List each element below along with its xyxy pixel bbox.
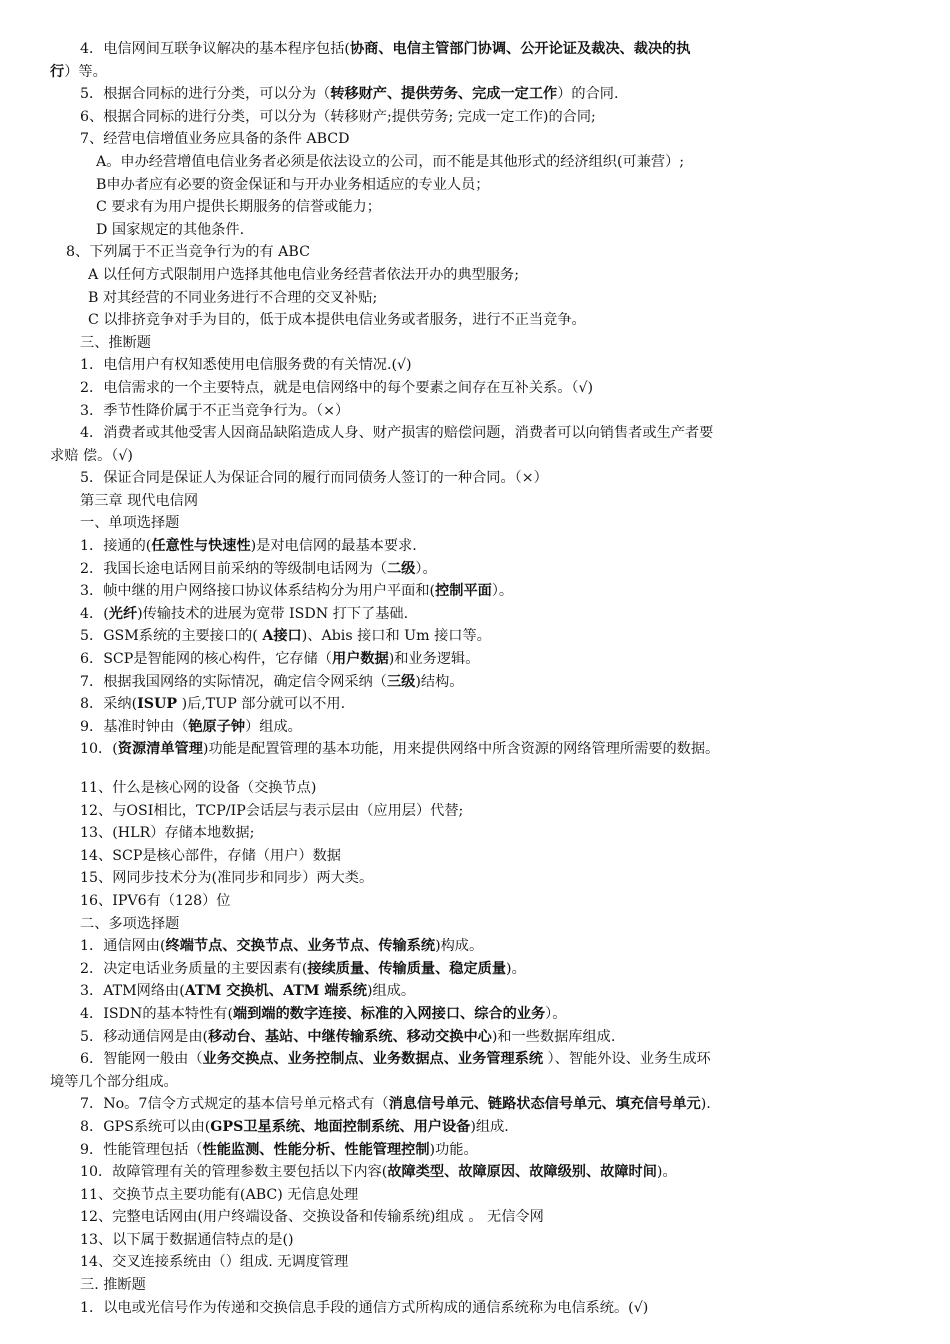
answer-text: 故障类型、故障原因、故障级别、故障时间 (387, 1164, 657, 1181)
line-text: ）组成。 (245, 718, 302, 735)
text-line (0, 535, 950, 558)
text-line (0, 913, 950, 936)
line-text: )组成。 (366, 983, 416, 1000)
answer-text: 行 (50, 63, 65, 80)
line-text: 5．移动通信网是由( (80, 1028, 209, 1045)
line-text: 13、(HLR）存储本地数据; (80, 825, 255, 842)
line-text: ）。 (545, 1005, 567, 1022)
line-text: 4．ISDN的基本特性有( (80, 1005, 233, 1022)
line-text: ）等。 (64, 63, 107, 80)
answer-text: ISUP (137, 696, 178, 713)
line-text: ）、智能外设、业务生成环 (543, 1051, 711, 1068)
line-text: )功能是配置管理的基本功能，用来提供网络中所含资源的网络管理所需要的数据。 (202, 741, 720, 758)
answer-text: 二级 (386, 560, 416, 577)
line-text: 10．故障管理有关的管理参数主要包括以下内容( (80, 1164, 388, 1181)
line-text: )。 (506, 960, 526, 977)
line-text: 7、经营电信增值业务应具备的条件 ABCD (80, 131, 350, 148)
line-text: 2．我国长途电话网目前采纳的等级制电话网为（ (80, 560, 387, 577)
line-text: 3．帧中继的用户网络接口协议体系结构分为用户平面和( (80, 583, 436, 600)
answer-text: 终端节点、交换节点、业务节点、传输系统 (165, 938, 436, 955)
line-text: D 国家规定的其他条件. (96, 221, 245, 238)
line-text: ). (700, 1096, 711, 1113)
text-line (0, 151, 950, 174)
answer-text: 性能监测、性能分析、性能管理控制 (202, 1141, 430, 1158)
text-line (0, 467, 950, 490)
text-line (0, 264, 950, 287)
blank-line (0, 761, 950, 777)
line-text: )构成。 (435, 938, 484, 955)
text-line (0, 106, 950, 129)
answer-text: 端到端的数字连接、标准的入网接口、综合的业务 (233, 1005, 546, 1022)
answer-text: 用户数据 (331, 651, 389, 668)
line-text: )和一些数据库组成. (491, 1028, 616, 1045)
text-line (0, 1116, 950, 1139)
line-text: 一、单项选择题 (80, 515, 180, 532)
text-line (0, 332, 950, 355)
line-text: 1．电信用户有权知悉使用电信服务费的有关情况.(√) (80, 357, 412, 374)
line-text: ）。 (415, 560, 437, 577)
text-line (0, 890, 950, 913)
text-line (0, 1093, 950, 1116)
line-text: 11、什么是核心网的设备（交换节点) (80, 780, 317, 796)
line-text: 三. 推断题 (80, 1277, 146, 1294)
text-line (0, 1139, 950, 1162)
line-text: )后,TUP 部分就可以不用. (177, 696, 346, 713)
line-text: 3．ATM网络由( (80, 983, 185, 1000)
line-text: 第三章 现代电信网 (80, 492, 199, 509)
text-line (0, 822, 950, 845)
answer-text: ATM 交换机、ATM 端系统 (184, 983, 367, 1000)
line-text: 15、网同步技术分为(准同步和同步）两大类。 (80, 870, 374, 887)
text-line (0, 716, 950, 739)
text-line (0, 980, 950, 1003)
line-text: 2．电信需求的一个主要特点，就是电信网络中的每个要素之间存在互补关系。（√) (80, 379, 594, 396)
text-line (0, 512, 950, 535)
text-line (0, 1026, 950, 1049)
line-text: 5．根据合同标的进行分类，可以分为（ (80, 86, 331, 103)
answer-text: A接口 (262, 628, 302, 645)
text-line (0, 1003, 950, 1026)
line-text: 13、以下属于数据通信特点的是() (80, 1231, 294, 1248)
line-text: 1．以电或光信号作为传递和交换信息手段的通信方式所构成的通信系统称为电信系统。(√) (80, 1299, 649, 1316)
line-text: 7．根据我国网络的实际情况，确定信令网采纳（ (80, 673, 387, 690)
text-line (0, 309, 950, 332)
line-text: 5．保证合同是保证人为保证合同的履行而同债务人签订的一种合同。（×） (80, 470, 548, 487)
text-line (0, 738, 950, 761)
answer-text: 接续质量、传输质量、稳定质量 (307, 960, 507, 977)
line-text: 7．No。7信令方式规定的基本信号单元格式有（ (80, 1096, 389, 1113)
text-line (0, 558, 950, 581)
line-text: )组成. (470, 1118, 509, 1135)
line-text: B 对其经营的不同业务进行不合理的交叉补贴; (88, 289, 378, 306)
line-text: ）。 (491, 583, 514, 600)
line-text: )结构。 (415, 673, 464, 690)
line-text: 11、交换节点主要功能有(ABC) 无信息处理 (80, 1186, 359, 1203)
line-text: )是对电信网的最基本要求. (250, 538, 417, 555)
line-text: 3．季节性降价属于不正当竞争行为。（×） (80, 402, 350, 419)
line-text: )传输技术的进展为宽带 ISDN 打下了基础. (137, 605, 409, 622)
line-text: C 以排挤竞争对手为目的，低于成本提供电信业务或者服务，进行不正当竞争。 (88, 312, 586, 329)
line-text: 6、根据合同标的进行分类，可以分为（转移财产;提供劳务; 完成一定工作)的合同; (80, 108, 596, 125)
text-line (0, 1161, 950, 1184)
line-text: 10．( (80, 741, 118, 758)
line-text: A。申办经营增值电信业务者必须是依法设立的公司，而不能是其他形式的经济组织(可兼营）; (96, 153, 685, 170)
text-line (0, 671, 950, 694)
line-text: 4．电信网间互联争议解决的基本程序包括( (80, 41, 350, 57)
text-line (0, 83, 950, 106)
text-line (0, 354, 950, 377)
text-line (0, 490, 950, 513)
text-line (0, 174, 950, 197)
text-line (0, 958, 950, 981)
line-text: 二、多项选择题 (80, 915, 180, 932)
line-text: 1．接通的( (80, 538, 152, 555)
text-line (0, 1184, 950, 1207)
line-text: 14、交叉连接系统由（）组成. 无调度管理 (80, 1254, 349, 1271)
line-text: 境等几个部分组成。 (50, 1073, 178, 1090)
text-line (0, 625, 950, 648)
line-text: )和业务逻辑。 (388, 651, 480, 668)
line-text: 4．( (80, 605, 109, 622)
line-text: A 以任何方式限制用户选择其他电信业务经营者依法开办的典型服务; (88, 266, 519, 283)
line-text: 16、IPV6有（128）位 (80, 892, 231, 909)
answer-text: 任意性与快速性 (151, 538, 251, 555)
line-text: 8．GPS系统可以由( (80, 1118, 211, 1135)
text-line (0, 1048, 950, 1071)
answer-text: 协商、电信主管部门协调、公开论证及裁决、裁决的执 (349, 41, 691, 57)
text-line (0, 1297, 950, 1320)
line-text: 12、与OSI相比，TCP/IP会话层与表示层由（应用层）代替; (80, 802, 464, 819)
answer-text: 消息信号单元、链路状态信号单元、填充信号单元 (388, 1096, 701, 1113)
text-line (0, 603, 950, 626)
text-line (0, 61, 950, 84)
text-line (0, 400, 950, 423)
text-line (0, 580, 950, 603)
text-line (0, 38, 950, 61)
line-text: 求赔 偿。（√) (50, 447, 133, 464)
line-text: 8、下列属于不正当竞争行为的有 ABC (66, 244, 310, 261)
line-text: 12、完整电话网由(用户终端设备、交换设备和传输系统)组成 。 无信令网 (80, 1209, 544, 1226)
answer-text: 转移财产、提供劳务、完成一定工作 (330, 86, 558, 103)
text-line (0, 219, 950, 242)
line-text: 4．消费者或其他受害人因商品缺陷造成人身、财产损害的赔偿问题，消费者可以向销售者或生产者要 (80, 425, 714, 442)
line-text: )功能。 (429, 1141, 478, 1158)
text-line (0, 377, 950, 400)
text-line (0, 867, 950, 890)
text-line (0, 693, 950, 716)
document-page (0, 38, 950, 1319)
line-text: )、Abis 接口和 Um 接口等。 (301, 628, 491, 645)
line-text: 9．基准时钟由（ (80, 718, 189, 735)
text-line (0, 845, 950, 868)
line-text: 1．通信网由( (80, 938, 166, 955)
line-text: 5．GSM系统的主要接口的( (80, 628, 263, 645)
answer-text: GPS卫星系统、地面控制系统、用户设备 (210, 1118, 471, 1135)
line-text: B申办者应有必要的资金保证和与开办业务相适应的专业人员； (96, 176, 490, 193)
text-line (0, 800, 950, 823)
text-line (0, 1274, 950, 1297)
line-text: ）的合同. (557, 86, 619, 103)
line-text: )。 (656, 1164, 677, 1181)
answer-text: 铯原子钟 (188, 718, 246, 735)
answer-text: 业务交换点、业务控制点、业务数据点、业务管理系统 (202, 1051, 544, 1068)
line-text: 14、SCP是核心部件，存储（用户）数据 (80, 847, 341, 864)
line-text: 6．智能网一般由（ (80, 1051, 203, 1068)
text-line (0, 648, 950, 671)
text-line (0, 1206, 950, 1229)
text-line (0, 777, 950, 800)
text-line (0, 422, 950, 445)
answer-text: 移动台、基站、中继传输系统、移动交换中心 (208, 1028, 492, 1045)
text-line (0, 287, 950, 310)
answer-text: 三级 (386, 673, 416, 690)
line-text: 6．SCP是智能网的核心构件，它存储（ (80, 651, 332, 668)
answer-text: 控制平面 (435, 583, 492, 600)
text-line (0, 1251, 950, 1274)
line-text: 三、推断题 (80, 334, 151, 351)
line-text: 2．决定电话业务质量的主要因素有( (80, 960, 308, 977)
text-line (0, 128, 950, 151)
text-line (0, 935, 950, 958)
text-line (0, 196, 950, 219)
text-line (0, 1071, 950, 1094)
line-text: C 要求有为用户提供长期服务的信誉或能力； (96, 199, 381, 216)
answer-text: 资源清单管理 (117, 741, 203, 758)
text-line (0, 1229, 950, 1252)
text-line (0, 445, 950, 468)
line-text: 8．采纳( (80, 696, 138, 713)
text-line (0, 241, 950, 264)
answer-text: 光纤 (108, 605, 138, 622)
line-text: 9．性能管理包括（ (80, 1141, 203, 1158)
